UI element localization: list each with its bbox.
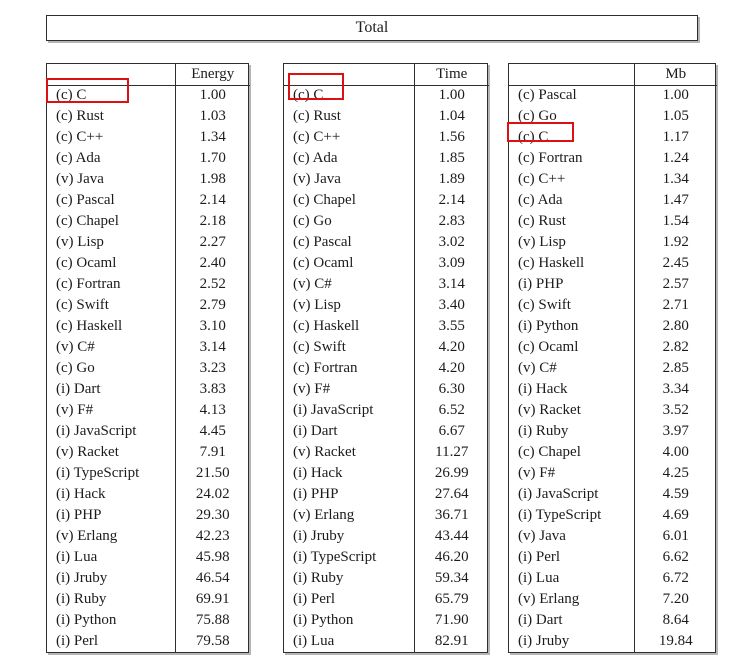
table-row xyxy=(284,337,489,358)
language-cell: (v) Java xyxy=(518,528,566,544)
table-row xyxy=(509,463,717,484)
value-cell: 2.83 xyxy=(414,211,489,232)
language-cell: (c) Ada xyxy=(518,192,563,208)
table-row xyxy=(47,85,250,106)
language-cell: (i) Jruby xyxy=(293,528,345,544)
table-row xyxy=(509,190,717,211)
table-row xyxy=(47,526,250,547)
table-row xyxy=(47,274,250,295)
value-cell: 11.27 xyxy=(414,442,489,463)
memory-table xyxy=(508,63,716,653)
table-row xyxy=(284,505,489,526)
value-cell: 42.23 xyxy=(175,526,250,547)
language-cell: (i) Perl xyxy=(56,633,99,649)
language-cell: (c) Fortran xyxy=(518,150,583,166)
value-cell: 1.04 xyxy=(414,106,489,127)
value-cell: 2.80 xyxy=(634,316,717,337)
value-cell: 3.83 xyxy=(175,379,250,400)
table-row xyxy=(284,421,489,442)
table-row xyxy=(509,484,717,505)
language-cell: (v) Racket xyxy=(293,444,356,460)
language-cell: (c) Go xyxy=(293,213,332,229)
value-cell: 3.52 xyxy=(634,400,717,421)
language-cell: (v) Lisp xyxy=(56,234,104,250)
table-row xyxy=(509,526,717,547)
value-cell: 2.18 xyxy=(175,211,250,232)
value-cell: 1.98 xyxy=(175,169,250,190)
language-cell: (i) Lua xyxy=(56,549,98,565)
value-cell: 3.09 xyxy=(414,253,489,274)
value-cell: 2.14 xyxy=(414,190,489,211)
table-row xyxy=(284,526,489,547)
table-row xyxy=(284,589,489,610)
energy-table xyxy=(46,63,249,653)
table-row xyxy=(284,484,489,505)
table-row xyxy=(47,358,250,379)
table-row xyxy=(509,610,717,631)
table-row xyxy=(509,169,717,190)
value-cell: 3.14 xyxy=(175,337,250,358)
value-cell: 75.88 xyxy=(175,610,250,631)
language-cell: (v) C# xyxy=(56,339,95,355)
table-row xyxy=(47,568,250,589)
value-cell: 29.30 xyxy=(175,505,250,526)
language-cell: (c) Chapel xyxy=(293,192,356,208)
value-cell: 4.00 xyxy=(634,442,717,463)
table-row xyxy=(284,253,489,274)
value-cell: 6.72 xyxy=(634,568,717,589)
table-row xyxy=(509,127,717,148)
value-cell: 1.03 xyxy=(175,106,250,127)
language-cell: (v) Lisp xyxy=(293,297,341,313)
language-cell: (v) Java xyxy=(293,171,341,187)
total-title-box xyxy=(46,15,698,41)
language-cell: (c) Pascal xyxy=(293,234,352,250)
value-cell: 7.20 xyxy=(634,589,717,610)
value-cell: 6.62 xyxy=(634,547,717,568)
table-row xyxy=(509,547,717,568)
value-cell: 2.40 xyxy=(175,253,250,274)
language-cell: (i) Lua xyxy=(293,633,335,649)
table-header-row xyxy=(509,64,717,85)
value-cell: 1.47 xyxy=(634,190,717,211)
value-cell: 3.97 xyxy=(634,421,717,442)
table-row xyxy=(47,316,250,337)
language-cell: (i) PHP xyxy=(518,276,564,292)
energy-column-header: Energy xyxy=(175,64,250,85)
language-cell: (c) Ocaml xyxy=(56,255,117,271)
language-cell: (i) Hack xyxy=(518,381,568,397)
language-cell: (v) Racket xyxy=(518,402,581,418)
value-cell: 1.00 xyxy=(414,85,489,106)
language-cell: (c) Rust xyxy=(293,108,341,124)
language-cell: (i) Jruby xyxy=(56,570,108,586)
table-row xyxy=(509,106,717,127)
energy-ranking-table xyxy=(47,64,250,652)
language-cell: (c) Chapel xyxy=(518,444,581,460)
language-header-cell xyxy=(47,64,175,85)
table-row xyxy=(284,568,489,589)
language-cell: (c) Rust xyxy=(56,108,104,124)
table-row xyxy=(284,169,489,190)
language-cell: (v) F# xyxy=(56,402,94,418)
time-table xyxy=(283,63,488,653)
value-cell: 1.00 xyxy=(634,85,717,106)
language-cell: (i) Dart xyxy=(56,381,101,397)
table-row xyxy=(47,295,250,316)
language-cell: (i) Perl xyxy=(293,591,336,607)
value-cell: 3.23 xyxy=(175,358,250,379)
table-row xyxy=(47,253,250,274)
value-cell: 2.71 xyxy=(634,295,717,316)
language-cell: (c) Ada xyxy=(56,150,101,166)
table-row xyxy=(509,148,717,169)
table-row xyxy=(47,337,250,358)
table-row xyxy=(47,547,250,568)
value-cell: 2.85 xyxy=(634,358,717,379)
value-cell: 4.69 xyxy=(634,505,717,526)
language-cell: (i) Hack xyxy=(293,465,343,481)
language-cell: (c) Swift xyxy=(518,297,571,313)
memory-ranking-table xyxy=(509,64,717,652)
value-cell: 1.89 xyxy=(414,169,489,190)
value-cell: 2.14 xyxy=(175,190,250,211)
table-row xyxy=(47,463,250,484)
value-cell: 65.79 xyxy=(414,589,489,610)
value-cell: 1.85 xyxy=(414,148,489,169)
language-cell: (i) Dart xyxy=(293,423,338,439)
language-cell: (c) Haskell xyxy=(293,318,360,334)
value-cell: 7.91 xyxy=(175,442,250,463)
value-cell: 6.67 xyxy=(414,421,489,442)
value-cell: 8.64 xyxy=(634,610,717,631)
value-cell: 24.02 xyxy=(175,484,250,505)
value-cell: 1.00 xyxy=(175,85,250,106)
table-row xyxy=(47,211,250,232)
value-cell: 1.54 xyxy=(634,211,717,232)
value-cell: 1.05 xyxy=(634,106,717,127)
language-cell: (c) C xyxy=(518,129,549,145)
table-row xyxy=(284,295,489,316)
table-row xyxy=(509,274,717,295)
language-cell: (i) Hack xyxy=(56,486,106,502)
value-cell: 4.20 xyxy=(414,358,489,379)
language-cell: (c) Ada xyxy=(293,150,338,166)
table-row xyxy=(284,400,489,421)
value-cell: 3.10 xyxy=(175,316,250,337)
language-cell: (i) Ruby xyxy=(293,570,344,586)
value-cell: 1.17 xyxy=(634,127,717,148)
value-cell: 82.91 xyxy=(414,631,489,652)
language-cell: (c) Fortran xyxy=(293,360,358,376)
value-cell: 43.44 xyxy=(414,526,489,547)
page-title: Total xyxy=(355,19,389,36)
table-row xyxy=(284,232,489,253)
value-cell: 6.01 xyxy=(634,526,717,547)
table-row xyxy=(509,421,717,442)
table-row xyxy=(47,169,250,190)
value-cell: 2.82 xyxy=(634,337,717,358)
language-cell: (i) Lua xyxy=(518,570,560,586)
language-cell: (i) Perl xyxy=(518,549,561,565)
table-row xyxy=(47,589,250,610)
value-cell: 26.99 xyxy=(414,463,489,484)
value-cell: 19.84 xyxy=(634,631,717,652)
value-cell: 4.59 xyxy=(634,484,717,505)
language-cell: (c) Fortran xyxy=(56,276,121,292)
table-row xyxy=(509,232,717,253)
language-cell: (c) C xyxy=(293,87,324,104)
table-row xyxy=(509,442,717,463)
table-row xyxy=(509,211,717,232)
value-cell: 3.34 xyxy=(634,379,717,400)
value-cell: 3.55 xyxy=(414,316,489,337)
language-cell: (v) F# xyxy=(518,465,556,481)
value-cell: 1.70 xyxy=(175,148,250,169)
value-cell: 6.52 xyxy=(414,400,489,421)
time-column-header: Time xyxy=(414,64,489,85)
value-cell: 2.79 xyxy=(175,295,250,316)
language-cell: (v) Erlang xyxy=(518,591,580,607)
language-cell: (v) C# xyxy=(293,276,332,292)
language-cell: (i) TypeScript xyxy=(293,549,377,565)
mb-column-header: Mb xyxy=(634,64,717,85)
value-cell: 3.02 xyxy=(414,232,489,253)
language-cell: (i) Ruby xyxy=(518,423,569,439)
value-cell: 46.20 xyxy=(414,547,489,568)
value-cell: 46.54 xyxy=(175,568,250,589)
language-header-cell xyxy=(509,64,634,85)
language-cell: (c) Chapel xyxy=(56,213,119,229)
table-row xyxy=(284,148,489,169)
table-row xyxy=(47,421,250,442)
table-row xyxy=(509,85,717,106)
value-cell: 1.56 xyxy=(414,127,489,148)
language-cell: (c) Swift xyxy=(293,339,346,355)
table-row xyxy=(47,379,250,400)
language-cell: (i) Dart xyxy=(518,612,563,628)
language-cell: (i) Python xyxy=(518,318,579,334)
language-cell: (c) Swift xyxy=(56,297,109,313)
language-cell: (i) JavaScript xyxy=(56,423,137,439)
table-row xyxy=(284,190,489,211)
table-row xyxy=(47,232,250,253)
language-cell: (c) C++ xyxy=(518,171,566,187)
value-cell: 4.20 xyxy=(414,337,489,358)
value-cell: 1.24 xyxy=(634,148,717,169)
language-cell: (i) Python xyxy=(56,612,117,628)
table-header-row xyxy=(284,64,489,85)
language-cell: (v) C# xyxy=(518,360,557,376)
language-cell: (i) JavaScript xyxy=(518,486,599,502)
value-cell: 1.34 xyxy=(634,169,717,190)
table-row xyxy=(509,589,717,610)
language-cell: (i) JavaScript xyxy=(293,402,374,418)
value-cell: 4.13 xyxy=(175,400,250,421)
table-row xyxy=(47,505,250,526)
value-cell: 4.45 xyxy=(175,421,250,442)
table-header-row xyxy=(47,64,250,85)
table-row xyxy=(509,400,717,421)
language-header-cell xyxy=(284,64,414,85)
language-cell: (c) Haskell xyxy=(56,318,123,334)
language-cell: (v) Java xyxy=(56,171,104,187)
table-row xyxy=(47,106,250,127)
table-row xyxy=(509,337,717,358)
value-cell: 6.30 xyxy=(414,379,489,400)
language-cell: (i) Ruby xyxy=(56,591,107,607)
language-cell: (c) Pascal xyxy=(518,87,577,104)
language-cell: (c) C++ xyxy=(56,129,104,145)
value-cell: 2.45 xyxy=(634,253,717,274)
table-row xyxy=(284,127,489,148)
value-cell: 27.64 xyxy=(414,484,489,505)
language-cell: (v) Erlang xyxy=(56,528,118,544)
language-cell: (v) Erlang xyxy=(293,507,355,523)
language-cell: (i) TypeScript xyxy=(518,507,602,523)
table-row xyxy=(509,505,717,526)
value-cell: 3.14 xyxy=(414,274,489,295)
value-cell: 45.98 xyxy=(175,547,250,568)
language-cell: (i) PHP xyxy=(56,507,102,523)
value-cell: 2.27 xyxy=(175,232,250,253)
table-row xyxy=(284,316,489,337)
table-row xyxy=(284,442,489,463)
table-row xyxy=(509,631,717,652)
table-row xyxy=(284,106,489,127)
value-cell: 2.57 xyxy=(634,274,717,295)
table-row xyxy=(47,190,250,211)
language-cell: (c) Go xyxy=(56,360,95,376)
table-row xyxy=(47,148,250,169)
language-cell: (c) C xyxy=(56,87,87,104)
table-row xyxy=(509,253,717,274)
table-row xyxy=(47,127,250,148)
table-row xyxy=(47,484,250,505)
language-cell: (c) Pascal xyxy=(56,192,115,208)
table-row xyxy=(47,610,250,631)
table-row xyxy=(284,211,489,232)
table-row xyxy=(509,379,717,400)
table-row xyxy=(47,400,250,421)
language-cell: (i) Python xyxy=(293,612,354,628)
language-cell: (c) C++ xyxy=(293,129,341,145)
value-cell: 79.58 xyxy=(175,631,250,652)
value-cell: 59.34 xyxy=(414,568,489,589)
language-cell: (v) Lisp xyxy=(518,234,566,250)
language-cell: (i) TypeScript xyxy=(56,465,140,481)
table-row xyxy=(284,547,489,568)
table-row xyxy=(284,358,489,379)
value-cell: 69.91 xyxy=(175,589,250,610)
value-cell: 2.52 xyxy=(175,274,250,295)
value-cell: 1.92 xyxy=(634,232,717,253)
value-cell: 4.25 xyxy=(634,463,717,484)
table-row xyxy=(509,295,717,316)
value-cell: 71.90 xyxy=(414,610,489,631)
value-cell: 3.40 xyxy=(414,295,489,316)
table-row xyxy=(509,358,717,379)
language-cell: (v) F# xyxy=(293,381,331,397)
language-cell: (i) PHP xyxy=(293,486,339,502)
language-cell: (c) Rust xyxy=(518,213,566,229)
time-ranking-table xyxy=(284,64,489,652)
table-row xyxy=(47,631,250,652)
table-row xyxy=(509,316,717,337)
language-cell: (i) Jruby xyxy=(518,633,570,649)
language-cell: (c) Ocaml xyxy=(518,339,579,355)
table-row xyxy=(284,610,489,631)
value-cell: 1.34 xyxy=(175,127,250,148)
table-row xyxy=(284,85,489,106)
table-row xyxy=(284,379,489,400)
value-cell: 21.50 xyxy=(175,463,250,484)
language-cell: (c) Ocaml xyxy=(293,255,354,271)
table-row xyxy=(284,463,489,484)
language-cell: (c) Haskell xyxy=(518,255,585,271)
table-row xyxy=(284,274,489,295)
value-cell: 36.71 xyxy=(414,505,489,526)
language-cell: (v) Racket xyxy=(56,444,119,460)
table-row xyxy=(47,442,250,463)
language-cell: (c) Go xyxy=(518,108,557,124)
table-row xyxy=(509,568,717,589)
table-row xyxy=(284,631,489,652)
